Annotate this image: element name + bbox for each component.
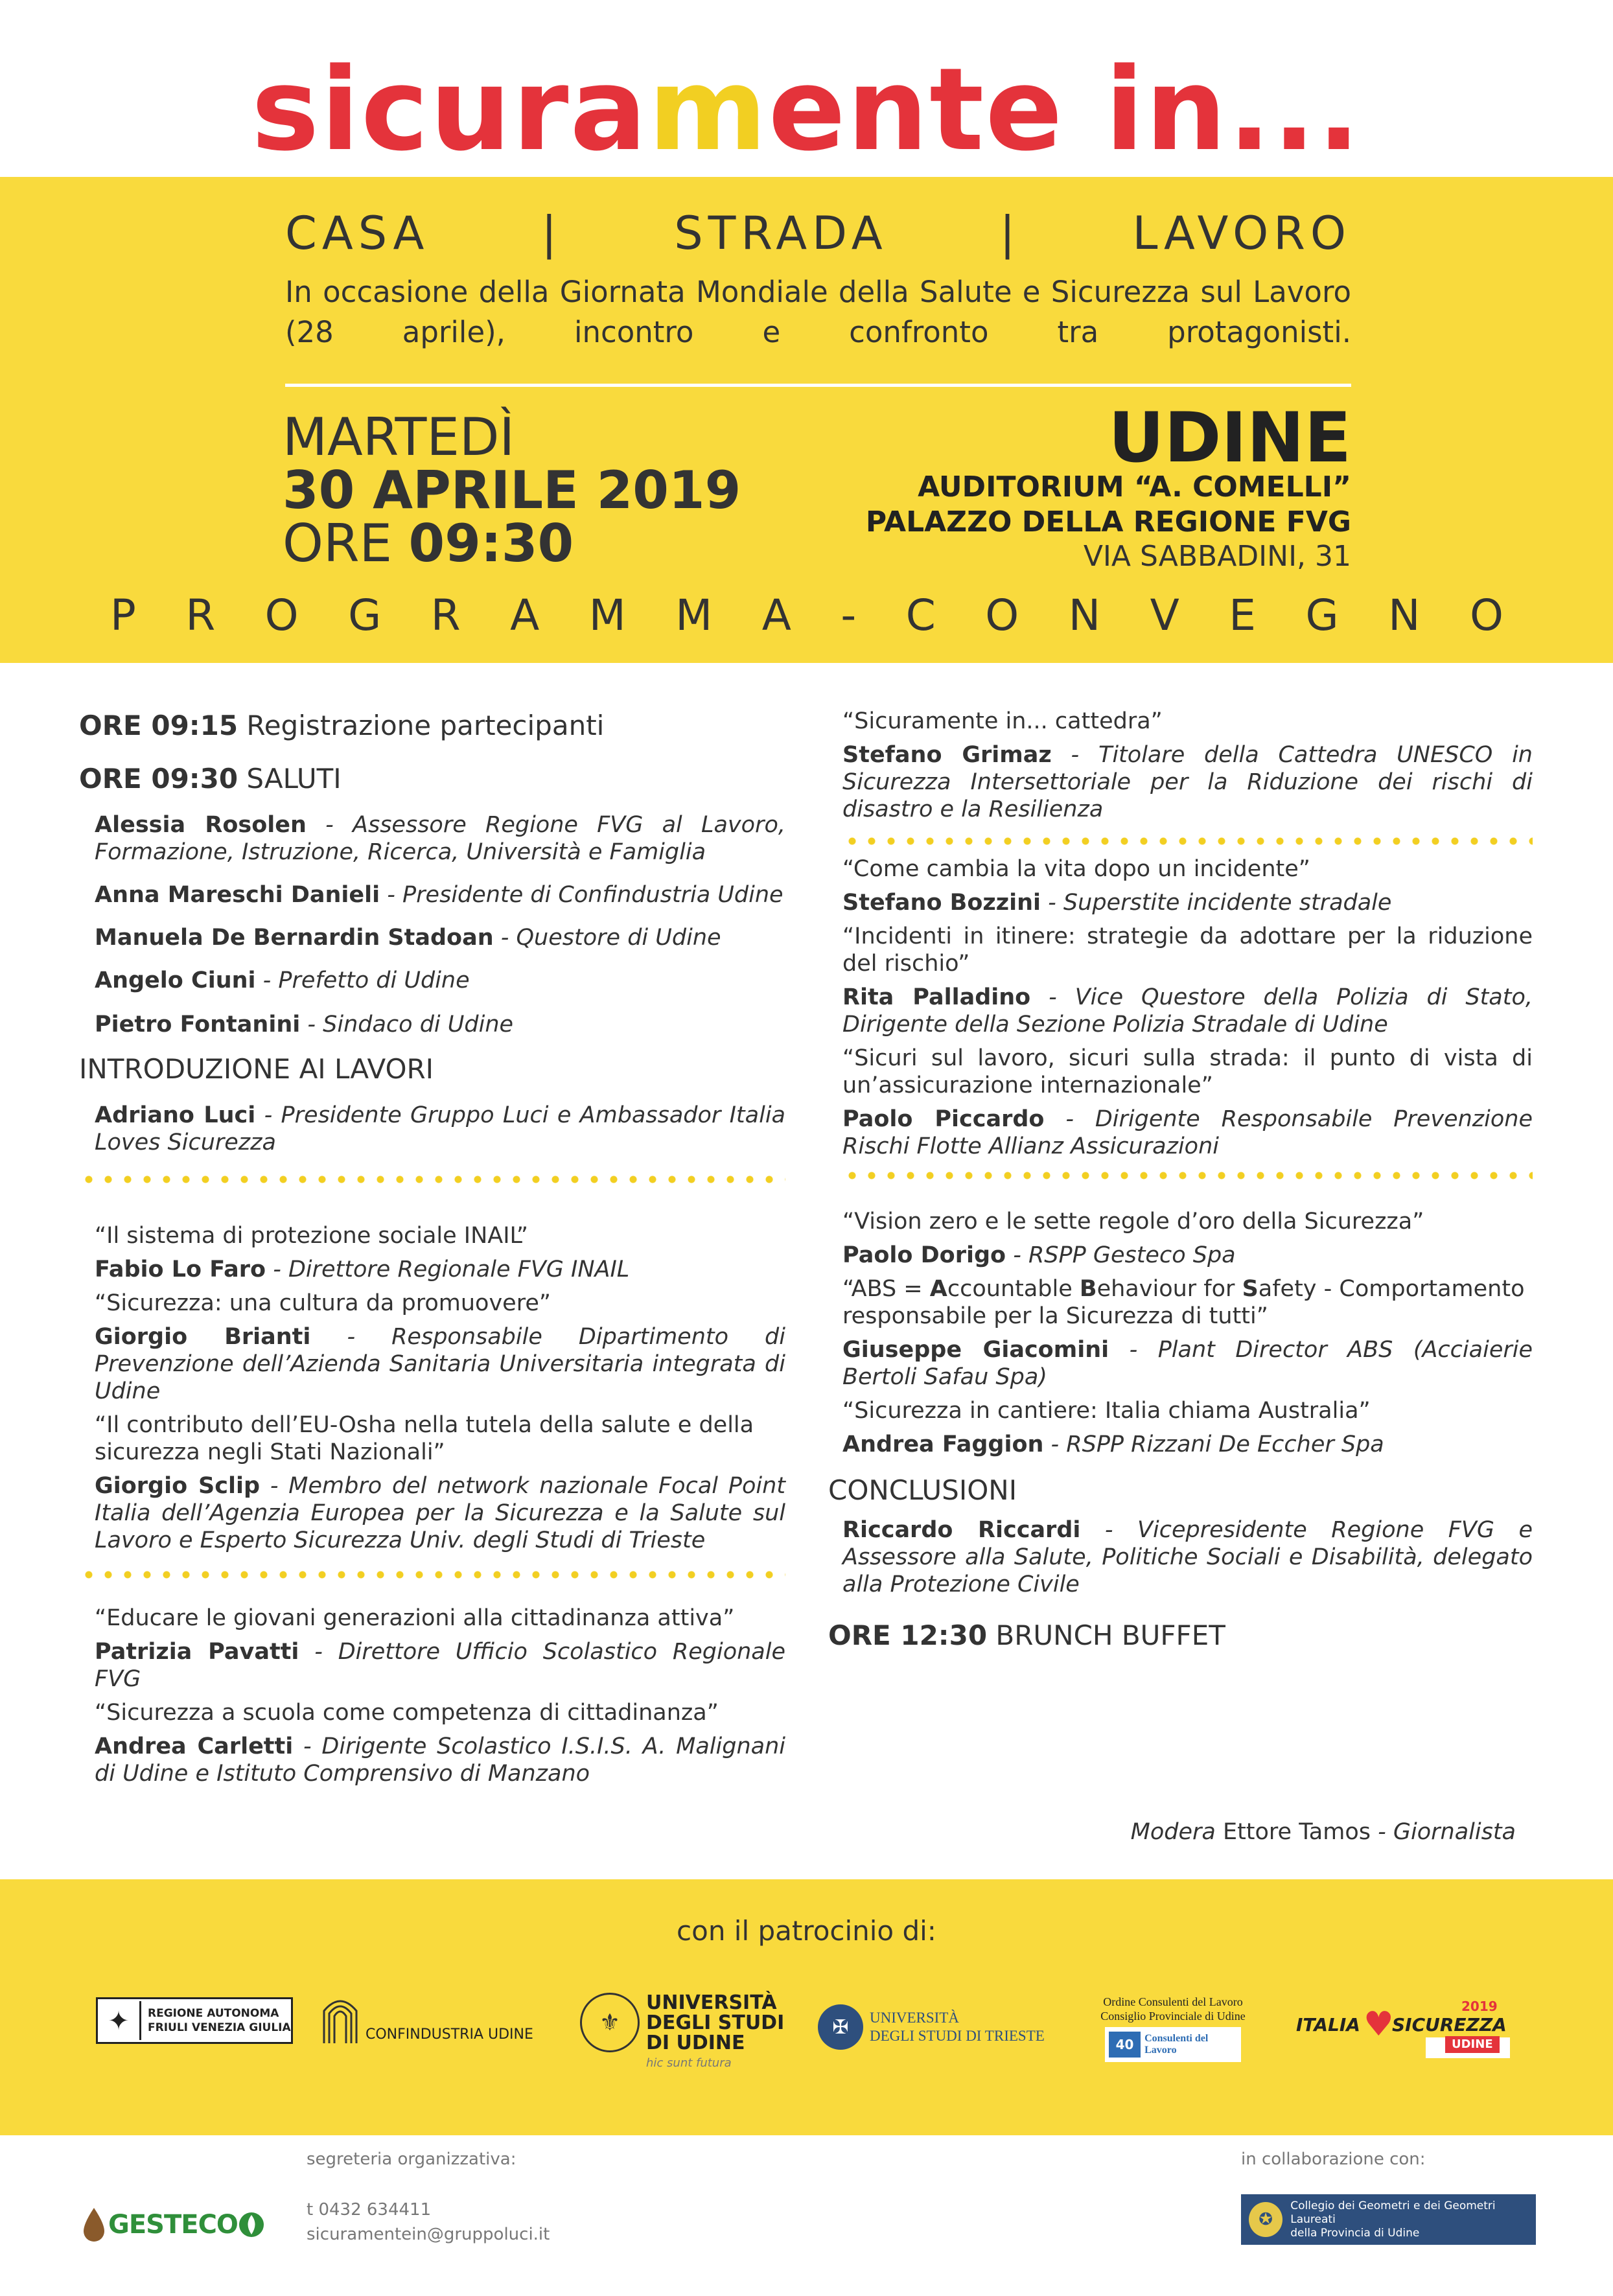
brunch-text: BRUNCH BUFFET	[987, 1619, 1225, 1651]
prog-letter: E	[1229, 590, 1256, 640]
speaker-name: Riccardo Riccardi	[842, 1517, 1081, 1543]
speaker	[95, 1733, 785, 1787]
logo-text: 2019	[1461, 1999, 1498, 2014]
speaker	[842, 1106, 1533, 1160]
title-part-1: sicura	[251, 43, 649, 176]
speaker	[842, 889, 1533, 916]
header-divider	[285, 384, 1351, 387]
speaker-role: - Dirigente Responsabile Prevenzione Rischi Flotte Allianz Assicurazioni	[842, 1106, 1533, 1159]
speaker-name: Adriano Luci	[95, 1102, 256, 1128]
logo-collegio-geometri	[1241, 2194, 1536, 2245]
speaker-role: - Titolare della Cattedra UNESCO in Sicurezza Intersettoriale per la Riduzione dei rischi di disastro e la Resilienza	[842, 742, 1533, 822]
collaborazione-label: in collaborazione con:	[1241, 2150, 1426, 2169]
speaker	[842, 984, 1533, 1038]
talk-title	[842, 1275, 1533, 1330]
venue-street: VIA SABBADINI, 31	[1083, 540, 1351, 573]
prog-letter: N	[1068, 590, 1101, 640]
consulenti-badge	[1105, 2027, 1241, 2062]
segreteria-phone: t 0432 634411	[307, 2200, 432, 2220]
title-part-3: ente in...	[768, 43, 1362, 176]
speaker	[842, 1336, 1533, 1391]
speaker	[95, 1256, 785, 1283]
speaker-role: - RSPP Gesteco Spa	[1006, 1242, 1236, 1268]
speaker-role: - Vice Questore della Polizia di Stato, Dirigente della Sezione Polizia Stradale di Udine	[842, 984, 1533, 1038]
speaker	[95, 811, 785, 866]
logo-text: DEGLI STUDI DI TRIESTE	[870, 2028, 1045, 2044]
session-3-left	[79, 1605, 785, 1787]
brunch-line	[828, 1618, 1533, 1654]
speaker-role: - Prefetto di Udine	[255, 968, 470, 993]
logo-universita-udine	[580, 1993, 787, 2080]
intro-text: In occasione della Giornata Mondiale della Salute e Sicurezza sul Lavoro (28 aprile), incontro e confronto tra protagonisti.	[285, 275, 1351, 349]
talk-title: “Sicuramente in... cattedra”	[842, 708, 1163, 734]
gesteco-leaf-icon	[238, 2210, 265, 2240]
logo-text: SICUREZZA	[1392, 2014, 1507, 2035]
session-2-right	[828, 855, 1533, 1160]
saluti-time: ORE 09:30	[79, 763, 238, 794]
abs-quote-part: “ABS =	[842, 1276, 930, 1302]
registration-text: Registrazione partecipanti	[238, 710, 605, 741]
logo-text: UNIVERSITÀ	[870, 2010, 959, 2026]
session-3-right	[828, 1208, 1533, 1458]
abs-quote-part: A	[929, 1276, 947, 1302]
speaker-name: Paolo Dorigo	[842, 1242, 1006, 1268]
speaker-role: - Responsabile Dipartimento di Prevenzione dell’Azienda Sanitaria Universitaria integrata di Udine	[95, 1324, 785, 1404]
speaker-name: Paolo Piccardo	[842, 1106, 1045, 1132]
patrocinio-label: con il patrocinio di:	[677, 1915, 936, 1947]
topic-separator: |	[999, 207, 1021, 260]
logo-gesteco	[81, 2202, 275, 2247]
abs-quote-part: afety - Comportamento responsabile per la Sicurezza di tutti”	[842, 1276, 1525, 1329]
speaker	[95, 1638, 785, 1693]
speaker-role: - Superstite incidente stradale	[1041, 890, 1392, 916]
speaker	[95, 1472, 785, 1554]
logo-text: REGIONE AUTONOMA	[148, 2007, 279, 2020]
moderator-line	[1131, 1818, 1516, 1847]
event-time	[283, 515, 574, 573]
logo-regione-fvg	[96, 1997, 293, 2044]
speaker-role: - Sindaco di Udine	[300, 1012, 514, 1038]
conclusioni-heading: CONCLUSIONI	[828, 1474, 1017, 1506]
talk-title: “Incidenti in itinere: strategie da adottare per la riduzione del rischio”	[842, 923, 1533, 977]
talk-title: “Il sistema di protezione sociale INAIL”	[95, 1223, 528, 1249]
introduzione-speakers	[79, 1102, 785, 1156]
prog-letter: G	[348, 590, 382, 640]
logo-text: CONFINDUSTRIA UDINE	[366, 2026, 533, 2043]
speaker-role: - Presidente di Confindustria Udine	[380, 882, 783, 908]
program-column-left	[79, 708, 785, 1787]
speaker-name: Andrea Carletti	[95, 1734, 294, 1759]
event-day: MARTEDÌ	[283, 407, 515, 467]
moderator-role: - Giornalista	[1370, 1819, 1516, 1845]
speaker-name: Stefano Bozzini	[842, 890, 1041, 916]
prog-letter: P	[110, 590, 136, 640]
speaker-name: Andrea Faggion	[842, 1432, 1044, 1457]
title-part-2: m	[648, 43, 769, 176]
prog-letter: A	[510, 590, 540, 640]
logo-universita-trieste	[818, 2001, 1077, 2053]
speaker	[842, 1431, 1533, 1458]
logo-text: hic sunt futura	[646, 2056, 732, 2070]
speaker-role: - Plant Director ABS (Acciaierie Bertoli Safau Spa)	[842, 1337, 1533, 1390]
logo-text: Consiglio Provinciale di Udine	[1100, 2010, 1246, 2023]
talk-title: “Educare le giovani generazioni alla cittadinanza attiva”	[95, 1605, 735, 1631]
talk-title: “Vision zero e le sette regole d’oro della Sicurezza”	[842, 1209, 1424, 1235]
logo-text: DI UDINE	[646, 2032, 745, 2054]
event-time-label: ORE	[283, 513, 393, 574]
moderator-name: Ettore Tamos	[1222, 1819, 1371, 1845]
logo-italia-loves-sicurezza	[1296, 1995, 1516, 2066]
speaker	[842, 1242, 1533, 1269]
speaker-name: Rita Palladino	[842, 984, 1031, 1010]
speaker-name: Giuseppe Giacomini	[842, 1337, 1109, 1363]
speaker-role: - Assessore Regione FVG al Lavoro, Formazione, Istruzione, Ricerca, Università e Famiglia	[95, 812, 785, 865]
topic-separator: |	[541, 207, 563, 260]
prog-letter: M	[588, 590, 626, 640]
introduzione-heading: INTRODUZIONE AI LAVORI	[79, 1053, 434, 1085]
logo-text: UDINE	[1445, 2036, 1500, 2053]
prog-letter: R	[185, 590, 216, 640]
logo-text: GESTECO	[108, 2210, 238, 2240]
registration-line	[79, 708, 785, 744]
speaker-role: - Direttore Ufficio Scolastico Regionale FVG	[95, 1639, 785, 1692]
gesteco-drop-icon	[81, 2207, 107, 2243]
eagle-icon: ✦	[98, 2001, 141, 2040]
abs-quote-part: ehaviour for	[1097, 1276, 1242, 1302]
topic-casa: CASA	[285, 207, 430, 260]
geometri-seal-icon: ✪	[1249, 2202, 1282, 2237]
segreteria-email[interactable]: sicuramentein@gruppoluci.it	[307, 2225, 550, 2244]
speaker-name: Angelo Ciuni	[95, 968, 256, 993]
prog-letter: O	[1470, 590, 1503, 640]
logo-text: FRIULI VENEZIA GIULIA	[148, 2021, 291, 2034]
logo-text: ITALIA	[1296, 2014, 1360, 2035]
speaker-role: - RSPP Rizzani De Eccher Spa	[1043, 1432, 1384, 1457]
programma-convegno	[110, 586, 1503, 645]
speaker	[95, 881, 785, 909]
program-column-right	[828, 708, 1533, 1654]
prog-letter: M	[675, 590, 713, 640]
logo-text: DEGLI STUDI	[646, 2012, 785, 2034]
units-seal-icon: ✠	[818, 2004, 863, 2050]
session-2-left	[79, 1222, 785, 1554]
logo-consulenti-lavoro	[1069, 1993, 1277, 2064]
session-1-right	[828, 708, 1533, 823]
speaker-name: Alessia Rosolen	[95, 812, 307, 838]
speaker-role: - Presidente Gruppo Luci e Ambassador Italia Loves Sicurezza	[95, 1102, 785, 1155]
logo-confindustria	[318, 1988, 544, 2047]
topic-lavoro: LAVORO	[1132, 207, 1351, 260]
saluti-line	[79, 761, 785, 797]
speaker-name: Manuela De Bernardin Stadoan	[95, 925, 494, 951]
main-title	[0, 45, 1613, 175]
prog-letter: G	[1305, 590, 1339, 640]
conclusioni-speakers	[828, 1516, 1533, 1598]
consulenti-40-icon: 40	[1109, 2032, 1141, 2058]
segreteria-label: segreteria organizzativa:	[307, 2150, 516, 2169]
speaker	[842, 741, 1533, 823]
topic-strada: STRADA	[674, 207, 888, 260]
abs-quote-part: S	[1242, 1276, 1259, 1302]
speaker	[95, 1323, 785, 1405]
uniud-seal-icon: ⚜	[580, 1993, 640, 2052]
event-date: 30 APRILE 2019	[283, 460, 741, 520]
speaker-name: Giorgio Sclip	[95, 1473, 261, 1499]
speaker-role: - Vicepresidente Regione FVG e Assessore alla Salute, Politiche Sociali e Disabilità, delegato alla Protezione Civile	[842, 1517, 1533, 1597]
dotted-separator	[79, 1176, 785, 1183]
speaker	[842, 1516, 1533, 1598]
heart-icon: ♥	[1364, 2005, 1394, 2044]
venue-palazzo: PALAZZO DELLA REGIONE FVG	[865, 505, 1351, 539]
speaker-name: Giorgio Brianti	[95, 1324, 311, 1350]
speaker	[95, 967, 785, 994]
dotted-separator	[79, 1571, 785, 1579]
dotted-separator	[842, 1172, 1533, 1179]
prog-letter: A	[761, 590, 791, 640]
speaker-role: - Dirigente Scolastico I.S.I.S. A. Malignani di Udine e Istituto Comprensivo di Manzano	[95, 1734, 785, 1787]
prog-letter: R	[430, 590, 461, 640]
venue-auditorium: AUDITORIUM “A. COMELLI”	[918, 470, 1351, 504]
speaker-name: Anna Mareschi Danieli	[95, 882, 380, 908]
logo-text: UNIVERSITÀ	[646, 1991, 777, 2014]
topics-line	[285, 201, 1351, 266]
brunch-time: ORE 12:30	[828, 1619, 988, 1651]
abs-quote-part: ccountable	[947, 1276, 1080, 1302]
speaker	[95, 1102, 785, 1156]
logo-text: Collegio dei Geometri e dei Geometri Laureati	[1290, 2199, 1496, 2226]
logo-text: Consulenti del Lavoro	[1144, 2033, 1209, 2056]
speaker-name: Pietro Fontanini	[95, 1012, 301, 1038]
talk-title: “Sicurezza a scuola come competenza di cittadinanza”	[95, 1700, 719, 1726]
prog-letter: O	[264, 590, 299, 640]
logo-text: Ordine Consulenti del Lavoro	[1103, 1995, 1243, 2008]
registration-time: ORE 09:15	[79, 710, 238, 741]
moderator-prefix: Modera	[1130, 1819, 1223, 1845]
abs-quote-part: B	[1079, 1276, 1097, 1302]
speaker	[95, 924, 785, 951]
speaker-role: - Direttore Regionale FVG INAIL	[266, 1257, 630, 1282]
logo-text: della Provincia di Udine	[1290, 2226, 1420, 2240]
venue-city: UDINE	[1108, 398, 1351, 478]
prog-letter: -	[841, 590, 857, 640]
speaker-role: - Membro del network nazionale Focal Point Italia dell’Agenzia Europea per la Sicurezza e la Salute sul Lavoro e Esperto Sicurezza Univ. degli Studi di Trieste	[95, 1473, 785, 1553]
speaker-name: Fabio Lo Faro	[95, 1257, 266, 1282]
talk-title: “Sicurezza in cantiere: Italia chiama Australia”	[842, 1398, 1371, 1424]
prog-letter: O	[985, 590, 1019, 640]
saluti-text: SALUTI	[238, 763, 342, 794]
dotted-separator	[842, 837, 1533, 845]
talk-title: “Sicurezza: una cultura da promuovere”	[95, 1290, 551, 1316]
speaker-name: Stefano Grimaz	[842, 742, 1052, 768]
prog-letter: V	[1150, 590, 1179, 640]
prog-letter: C	[905, 590, 936, 640]
speaker-role: - Questore di Udine	[493, 925, 721, 951]
speaker	[95, 1011, 785, 1038]
speaker-name: Patrizia Pavatti	[95, 1639, 299, 1665]
event-time-value: 09:30	[408, 513, 574, 574]
confindustria-emblem-icon	[318, 1991, 363, 2047]
talk-title: “Come cambia la vita dopo un incidente”	[842, 856, 1310, 882]
prog-letter: N	[1388, 590, 1421, 640]
talk-title: “Il contributo dell’EU-Osha nella tutela della salute e della sicurezza negli Stati Nazionali”	[95, 1412, 754, 1465]
saluti-speakers	[79, 811, 785, 1038]
talk-title: “Sicuri sul lavoro, sicuri sulla strada: il punto di vista di un’assicurazione internazionale”	[842, 1045, 1533, 1098]
